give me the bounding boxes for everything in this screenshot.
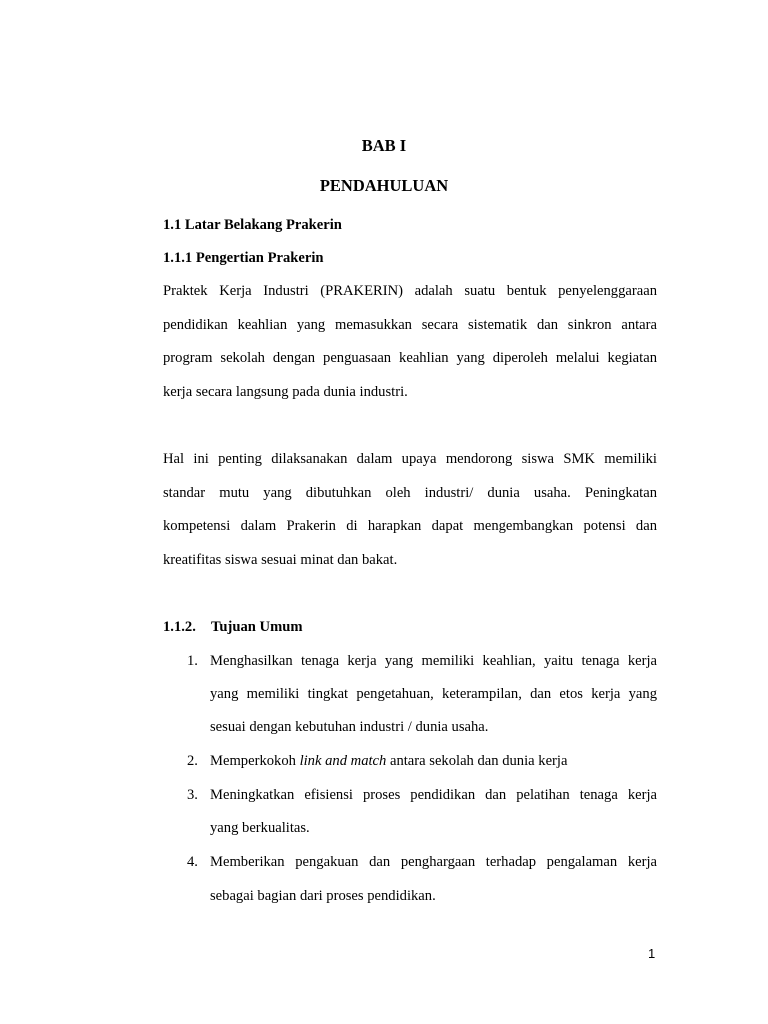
- para1-line: Praktek Kerja Industri (PRAKERIN) adalah suatu bentuk penyelenggaraan: [163, 283, 657, 299]
- para2-line: Hal ini penting dilaksanakan dalam upaya mendorong siswa SMK memiliki: [163, 451, 657, 467]
- list-item-line: Meningkatkan efisiensi proses pendidikan dan pelatihan tenaga kerja: [210, 787, 657, 803]
- list-item-number: 1.: [187, 653, 198, 669]
- list-item-line: Memberikan pengakuan dan penghargaan terhadap pengalaman kerja: [210, 854, 657, 870]
- list-item-number: 2.: [187, 753, 198, 769]
- list-item-italic-text: link and match: [299, 753, 387, 769]
- chapter-number: BAB I: [361, 136, 407, 155]
- list-item-line: sebagai bagian dari proses pendidikan.: [210, 888, 436, 904]
- para2-line: kreatifitas siswa sesuai minat dan bakat.: [163, 552, 398, 568]
- para1-line: kerja secara langsung pada dunia industri.: [163, 384, 408, 400]
- list-item-line: [210, 752, 567, 770]
- page-number: 1: [648, 946, 656, 961]
- list-item-text: antara sekolah dan dunia kerja: [386, 753, 568, 769]
- chapter-title: PENDAHULUAN: [319, 176, 449, 195]
- list-item-line: Menghasilkan tenaga kerja yang memiliki keahlian, yaitu tenaga kerja: [210, 653, 657, 669]
- para2-line: standar mutu yang dibutuhkan oleh industri/ dunia usaha. Peningkatan: [163, 485, 657, 501]
- para1-line: pendidikan keahlian yang memasukkan secara sistematik dan sinkron antara: [163, 317, 657, 333]
- list-item-number: 4.: [187, 854, 198, 870]
- section-heading-1-1-2-number: 1.1.2.: [163, 619, 196, 635]
- section-heading-1-1-1: 1.1.1 Pengertian Prakerin: [163, 250, 324, 266]
- list-item-line: yang memiliki tingkat pengetahuan, keterampilan, dan etos kerja yang: [210, 686, 657, 702]
- para1-line: program sekolah dengan penguasaan keahlian yang diperoleh melalui kegiatan: [163, 350, 657, 366]
- section-heading-1-1: 1.1 Latar Belakang Prakerin: [163, 217, 342, 233]
- list-item-line: sesuai dengan kebutuhan industri / dunia usaha.: [210, 719, 489, 735]
- list-item-number: 3.: [187, 787, 198, 803]
- list-item-text: Memperkokoh: [210, 753, 300, 769]
- section-heading-1-1-2-title: Tujuan Umum: [211, 619, 303, 635]
- list-item-line: yang berkualitas.: [210, 820, 310, 836]
- para2-line: kompetensi dalam Prakerin di harapkan dapat mengembangkan potensi dan: [163, 518, 657, 534]
